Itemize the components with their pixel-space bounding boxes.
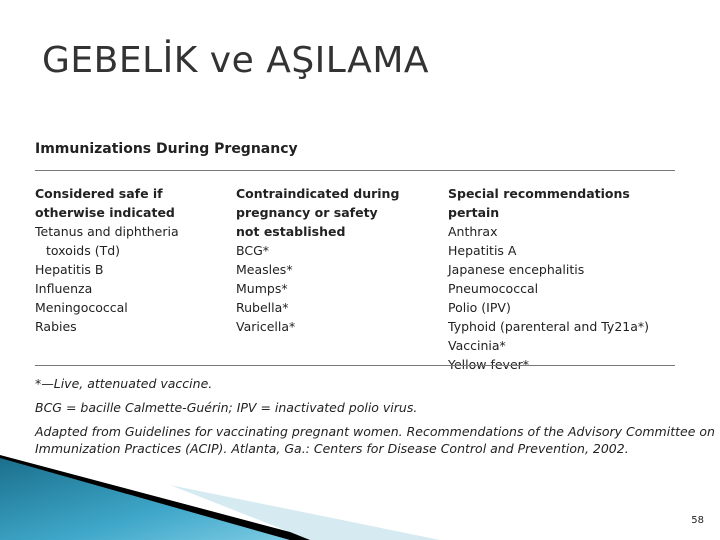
list-item: toxoids (Td) bbox=[46, 243, 121, 258]
list-item: Yellow fever* bbox=[448, 357, 530, 372]
list-item: Tetanus and diphtheria bbox=[35, 224, 179, 239]
column-contraindicated bbox=[236, 184, 399, 336]
footnote-source: Adapted from Guidelines for vaccinating pregnant women. Recommendations of the Advisory Committee on bbox=[35, 424, 715, 439]
list-item: Pneumococcal bbox=[448, 281, 539, 296]
list-item: Meningococcal bbox=[35, 300, 128, 315]
table-title: Immunizations During Pregnancy bbox=[35, 141, 298, 157]
column-header: pregnancy or safety bbox=[236, 205, 378, 220]
column-header: Special recommendations pertain bbox=[448, 186, 630, 220]
column-header: not established bbox=[236, 224, 346, 239]
list-item: Typhoid (parenteral and Ty21a*) bbox=[448, 319, 650, 334]
list-item: BCG* bbox=[236, 243, 270, 258]
list-item: Mumps* bbox=[236, 281, 288, 296]
column-safe bbox=[35, 184, 179, 336]
immunization-table bbox=[35, 138, 675, 372]
column-header: Contraindicated during bbox=[236, 186, 400, 201]
list-item: Varicella* bbox=[236, 319, 296, 334]
footnote-abbreviations: BCG = bacille Calmette-Guérin; IPV = inactivated polio virus. bbox=[35, 400, 418, 415]
list-item: Rabies bbox=[35, 319, 77, 334]
column-special bbox=[448, 184, 675, 374]
page-number: 58 bbox=[691, 515, 704, 526]
list-item: Rubella* bbox=[236, 300, 289, 315]
divider bbox=[35, 365, 675, 366]
list-item: Vaccinia* bbox=[448, 338, 506, 353]
list-item: Japanese encephalitis bbox=[448, 262, 585, 277]
list-item: Polio (IPV) bbox=[448, 300, 511, 315]
list-item: Hepatitis B bbox=[35, 262, 104, 277]
divider bbox=[35, 170, 675, 171]
column-header: otherwise indicated bbox=[35, 205, 175, 220]
list-item: Hepatitis A bbox=[448, 243, 517, 258]
footnotes bbox=[35, 375, 715, 464]
list-item: Anthrax bbox=[448, 224, 498, 239]
slide-title: GEBELİK ve AŞILAMA bbox=[42, 40, 429, 81]
column-header: Considered safe if bbox=[35, 186, 163, 201]
footnote-live-vaccine: *—Live, attenuated vaccine. bbox=[35, 376, 213, 391]
footnote-source-cont: Immunization Practices (ACIP). Atlanta, Ga.: Centers for Disease Control and Prevention, 2002. bbox=[35, 441, 629, 456]
list-item: Influenza bbox=[35, 281, 93, 296]
list-item: Measles* bbox=[236, 262, 293, 277]
